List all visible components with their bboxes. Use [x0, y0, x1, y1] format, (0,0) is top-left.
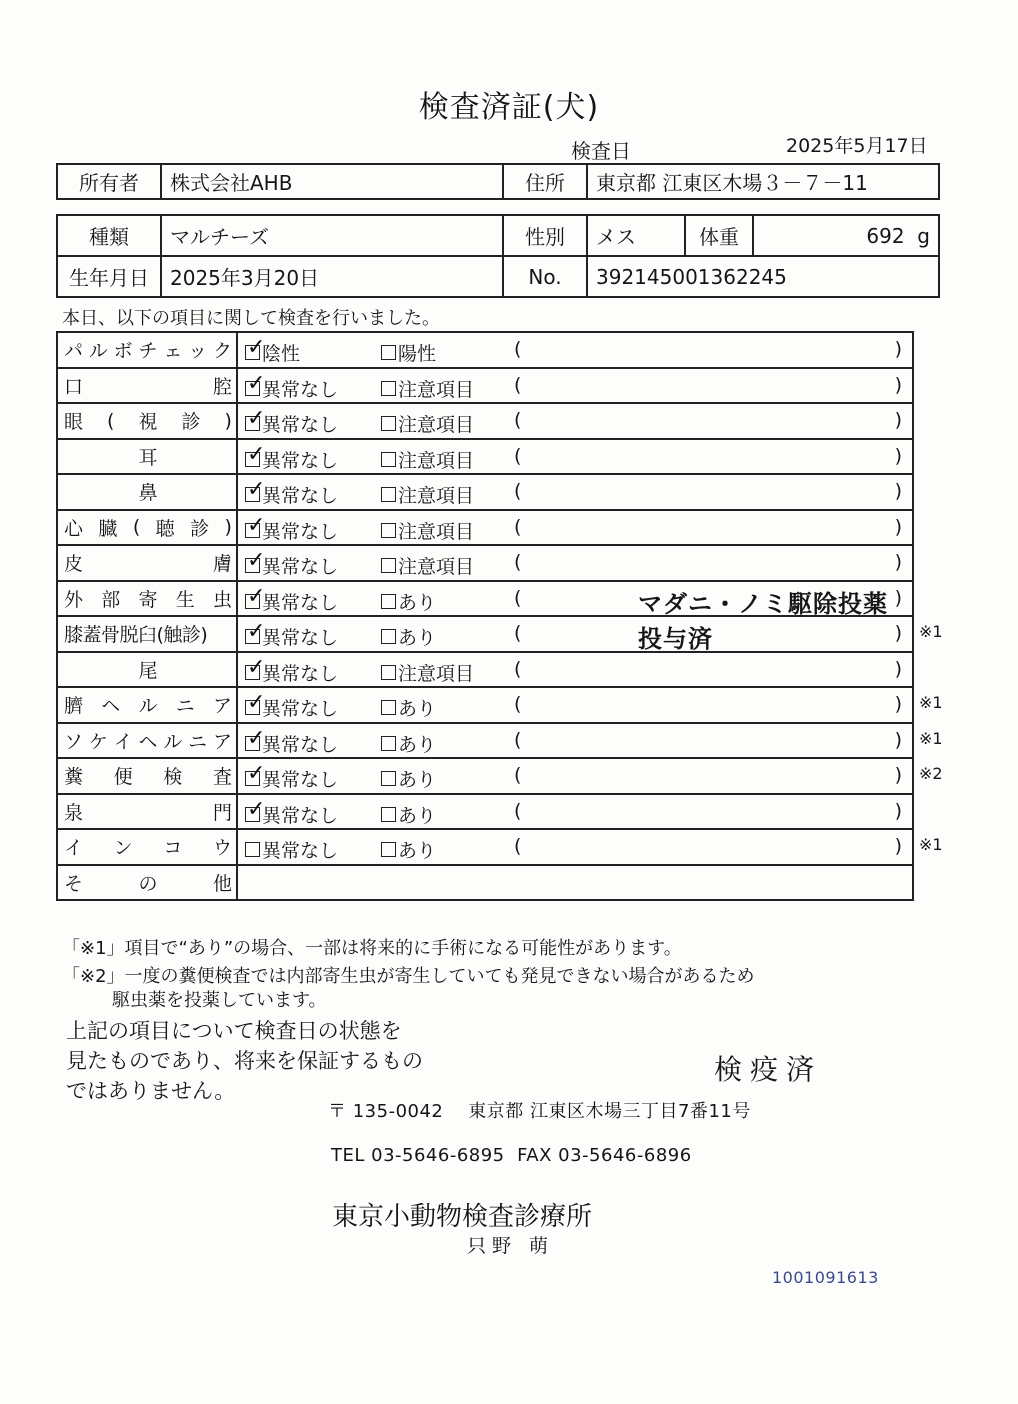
checklist-row	[57, 652, 913, 688]
paren-close: )	[894, 551, 902, 573]
paren-open: (	[514, 835, 522, 857]
checkbox[interactable]	[245, 512, 266, 538]
checkbox[interactable]	[245, 406, 266, 431]
checklist-label-cell	[57, 545, 237, 581]
row-note: マダニ・ノミ駆除投薬投与済	[638, 589, 888, 653]
checkbox[interactable]	[381, 558, 396, 573]
option-abnormal[interactable]	[381, 623, 436, 650]
clinic-contact-line	[331, 1145, 692, 1166]
option-normal[interactable]	[245, 335, 301, 366]
checkbox[interactable]	[381, 771, 396, 786]
sex-label: 性別	[503, 215, 587, 256]
paren-open: (	[514, 764, 522, 786]
checklist-label-cell	[57, 474, 237, 510]
check-mark-icon: ✓	[247, 690, 266, 715]
paren-close: )	[894, 764, 902, 786]
checklist-label-cell	[57, 829, 237, 865]
paren-open: (	[514, 586, 522, 609]
checklist-row-other	[57, 865, 913, 901]
checkbox[interactable]	[245, 725, 266, 751]
option-label: 異常なし	[262, 520, 339, 543]
option-abnormal[interactable]	[381, 552, 474, 579]
checklist-row	[57, 545, 913, 581]
checkbox[interactable]	[245, 761, 266, 786]
weight-unit: g	[917, 223, 930, 248]
checkbox[interactable]	[381, 665, 396, 680]
option-normal[interactable]	[245, 725, 339, 757]
paren-close: )	[894, 409, 902, 431]
checkbox[interactable]	[245, 842, 260, 857]
option-label: あり	[398, 591, 437, 614]
option-label: あり	[398, 769, 437, 791]
paren-open: (	[514, 657, 522, 680]
checkbox[interactable]	[381, 700, 396, 715]
paren-open: (	[514, 480, 522, 502]
option-label: 異常なし	[262, 627, 339, 649]
weight-label: 体重	[685, 215, 753, 256]
option-normal[interactable]	[245, 370, 339, 402]
checkbox[interactable]	[245, 619, 266, 644]
check-mark-icon: ✓	[247, 654, 266, 680]
paren-close: )	[894, 622, 902, 644]
option-label: 異常なし	[262, 556, 339, 578]
checkbox[interactable]	[245, 796, 266, 822]
exam-date-value: 2025年5月17日	[786, 135, 928, 157]
clinic-fax: FAX 03-5646-6896	[517, 1145, 692, 1166]
checkbox[interactable]	[245, 441, 266, 467]
checklist-row	[57, 368, 913, 404]
option-abnormal[interactable]	[381, 730, 436, 757]
option-abnormal[interactable]	[381, 446, 474, 473]
checklist-row	[57, 723, 913, 759]
option-abnormal[interactable]	[381, 517, 474, 544]
check-mark-icon: ✓	[247, 619, 266, 644]
option-label: 注意項目	[398, 378, 475, 401]
closing-statement	[66, 1016, 423, 1106]
option-label: あり	[398, 698, 437, 720]
option-label: 異常なし	[262, 698, 339, 720]
paren-close: )	[894, 515, 902, 538]
option-normal[interactable]	[245, 761, 339, 792]
checkbox[interactable]	[245, 335, 266, 360]
check-mark-icon: ✓	[247, 370, 266, 396]
checkbox[interactable]	[245, 583, 266, 609]
option-abnormal[interactable]	[381, 694, 436, 721]
check-mark-icon: ✓	[247, 761, 266, 786]
checklist-row	[57, 581, 913, 617]
option-label: 異常なし	[262, 662, 339, 685]
checklist-label-cell	[57, 723, 237, 759]
checklist-body-cell	[237, 581, 913, 653]
exam-checklist	[56, 331, 914, 901]
checklist-row	[57, 439, 913, 475]
checklist-label-cell	[57, 652, 237, 688]
paren-close: )	[894, 338, 902, 360]
checklist-body-cell	[237, 510, 913, 546]
checklist-label-cell	[57, 332, 237, 368]
footnote-2: 「※2」一度の糞便検査では内部寄生虫が寄生していても発見できない場合があるため	[62, 966, 755, 987]
checkbox[interactable]	[245, 690, 266, 715]
checkbox[interactable]	[381, 345, 396, 360]
paren-open: (	[514, 622, 522, 644]
checkbox[interactable]	[245, 477, 266, 502]
birth-label: 生年月日	[57, 256, 161, 297]
checklist-row	[57, 758, 913, 794]
checklist-body-cell	[237, 332, 913, 368]
checklist-body-cell	[237, 616, 913, 652]
option-abnormal[interactable]	[381, 375, 474, 402]
weight-value-cell	[753, 215, 939, 256]
postal-code: 〒 135-0042	[328, 1101, 444, 1122]
checklist-label: 鼻	[138, 482, 158, 505]
paren-open: (	[514, 693, 522, 715]
option-normal[interactable]	[245, 512, 339, 544]
checklist-row	[57, 474, 913, 510]
checklist-label-cell	[57, 758, 237, 794]
checklist-label: ソ ケ イ ヘ ル ニ ア	[64, 730, 232, 753]
check-mark-icon: ✓	[247, 548, 266, 573]
paren-close: )	[894, 657, 902, 680]
sex-value: メス	[587, 215, 685, 256]
owner-table	[56, 163, 940, 200]
check-mark-icon: ✓	[247, 796, 266, 822]
quarantine-stamp: 検疫済	[714, 1053, 823, 1086]
option-label: 異常なし	[262, 449, 339, 472]
checklist-label-cell	[57, 794, 237, 830]
reference-mark: ※1	[919, 693, 943, 712]
breed-value: マルチーズ	[161, 215, 503, 256]
option-abnormal[interactable]	[381, 339, 436, 366]
checklist-row	[57, 616, 913, 652]
option-normal[interactable]	[245, 796, 339, 828]
animal-table	[56, 214, 940, 298]
option-normal[interactable]	[245, 477, 339, 508]
option-abnormal[interactable]	[381, 659, 474, 686]
option-abnormal[interactable]	[381, 410, 474, 437]
paren-open: (	[514, 373, 522, 396]
option-label: 注意項目	[398, 556, 475, 578]
checklist-label: 耳	[138, 446, 158, 469]
closing-line: 見たものであり、将来を保証するもの	[66, 1049, 423, 1073]
footnote-1: 「※1」項目で“あり”の場合、一部は将来的に手術になる可能性があります。	[62, 938, 682, 959]
paren-open: (	[514, 444, 522, 467]
paren-open: (	[514, 551, 522, 573]
checklist-label: 外 部 寄 生 虫	[64, 588, 232, 611]
paren-open: (	[514, 409, 522, 431]
option-normal[interactable]	[245, 690, 339, 721]
checkbox[interactable]	[381, 736, 396, 751]
checklist-body-cell	[237, 403, 913, 439]
checklist-label: 尾	[138, 659, 158, 682]
checklist-label: 膝蓋骨脱臼(触診)	[64, 624, 208, 647]
checklist-body-cell	[237, 652, 913, 688]
option-label: 注意項目	[398, 414, 475, 436]
option-label: 異常なし	[262, 733, 339, 756]
option-label: あり	[398, 627, 437, 649]
option-label: 注意項目	[398, 520, 475, 543]
option-normal[interactable]	[245, 836, 338, 863]
option-label: あり	[398, 840, 437, 862]
checkbox[interactable]	[245, 548, 266, 573]
no-value: 392145001362245	[587, 256, 939, 297]
checklist-body-cell	[237, 368, 913, 404]
owner-label: 所有者	[57, 164, 161, 199]
check-mark-icon: ✓	[247, 512, 266, 538]
clinic-address: 東京都 江東区木場三丁目7番11号	[468, 1101, 751, 1122]
clinic-name: 東京小動物検査診療所	[332, 1202, 593, 1232]
footnote-2-cont: 駆虫薬を投薬しています。	[112, 990, 327, 1011]
exam-date-label: 検査日	[571, 139, 631, 163]
checkbox[interactable]	[245, 654, 266, 680]
weight-value: 692	[866, 223, 905, 248]
checklist-label-cell	[57, 581, 237, 617]
checkbox[interactable]	[381, 381, 396, 396]
checklist-body-cell	[237, 723, 913, 759]
checklist-body-cell	[237, 829, 913, 865]
option-abnormal[interactable]	[381, 801, 436, 828]
option-normal[interactable]	[245, 654, 339, 686]
option-label: あり	[398, 733, 437, 756]
checklist-label: 眼 ( 視 診 )	[64, 409, 232, 434]
clinic-address-line	[328, 1097, 751, 1123]
checklist-label: パ ル ボ チ ェ ッ ク	[64, 340, 232, 363]
no-label: No.	[503, 256, 587, 297]
checklist-body-cell	[237, 439, 913, 475]
checkbox[interactable]	[381, 452, 396, 467]
option-label: 陰性	[262, 343, 301, 365]
checkbox[interactable]	[381, 523, 396, 538]
option-label: 注意項目	[398, 662, 475, 685]
checklist-label: 皮 膚	[64, 553, 232, 576]
owner-value: 株式会社AHB	[161, 164, 503, 199]
closing-line: ではありません。	[66, 1079, 236, 1103]
option-abnormal[interactable]	[381, 836, 436, 863]
checklist-body-cell	[237, 474, 913, 510]
check-mark-icon: ✓	[247, 406, 266, 431]
checkbox[interactable]	[381, 842, 396, 857]
checklist-label: 心 臓 ( 聴 診 )	[64, 516, 232, 540]
paren-close: )	[894, 693, 902, 715]
paren-open: (	[514, 338, 522, 360]
option-abnormal[interactable]	[381, 481, 474, 508]
paren-close: )	[894, 480, 902, 502]
checklist-label-cell	[57, 439, 237, 475]
checklist-label-cell	[57, 403, 237, 439]
checkbox[interactable]	[381, 416, 396, 431]
checklist-label-cell	[57, 865, 237, 901]
paren-open: (	[514, 728, 522, 751]
option-normal[interactable]	[245, 583, 339, 615]
check-mark-icon: ✓	[247, 583, 266, 609]
option-label: あり	[398, 804, 437, 827]
option-normal[interactable]	[245, 406, 339, 437]
other-label: そ の 他	[64, 872, 232, 895]
option-label: 陽性	[398, 343, 437, 365]
paren-close: )	[894, 373, 902, 396]
option-label: 異常なし	[262, 591, 339, 614]
checklist-row	[57, 510, 913, 546]
paren-open: (	[514, 799, 522, 822]
option-label: 異常なし	[262, 414, 339, 436]
option-label: 異常なし	[262, 840, 339, 862]
check-mark-icon: ✓	[247, 477, 266, 502]
option-abnormal[interactable]	[381, 765, 436, 792]
breed-label: 種類	[57, 215, 161, 256]
checklist-body-cell	[237, 758, 913, 794]
option-label: 異常なし	[262, 485, 339, 507]
checklist-body-cell	[237, 545, 913, 581]
checkbox[interactable]	[381, 807, 396, 822]
option-label: 注意項目	[398, 449, 475, 472]
address-label: 住所	[503, 164, 587, 199]
check-mark-icon: ✓	[247, 335, 266, 360]
checklist-label-cell	[57, 510, 237, 546]
checklist-label: 口 腔	[64, 375, 232, 398]
checkbox[interactable]	[381, 487, 396, 502]
birth-value: 2025年3月20日	[161, 256, 503, 297]
checklist-label: 糞 便 検 査	[64, 766, 232, 789]
reference-mark: ※1	[919, 835, 943, 854]
checklist-row	[57, 687, 913, 723]
option-abnormal[interactable]	[381, 588, 436, 615]
reference-mark: ※1	[919, 728, 943, 748]
document-title: 検査済証(犬)	[418, 90, 600, 125]
checklist-row	[57, 332, 913, 368]
checklist-body-cell	[237, 687, 913, 723]
checklist-label-cell	[57, 687, 237, 723]
examiner-name: 只野 萌	[467, 1235, 555, 1257]
checklist-row	[57, 403, 913, 439]
option-label: 異常なし	[262, 769, 339, 791]
paren-close: )	[894, 444, 902, 467]
checklist-row	[57, 829, 913, 865]
reference-mark: ※1	[919, 622, 943, 641]
clinic-tel: TEL 03-5646-6895	[331, 1145, 505, 1166]
checklist-label-cell	[57, 368, 237, 404]
checkbox[interactable]	[381, 594, 396, 609]
check-mark-icon: ✓	[247, 441, 266, 467]
option-normal[interactable]	[245, 441, 339, 473]
checklist-label: 臍 ヘ ル ニ ア	[64, 695, 232, 718]
intro-text: 本日、以下の項目に関して検査を行いました。	[62, 308, 440, 329]
checklist-body-cell	[237, 794, 913, 830]
address-value: 東京都 江東区木場３－７－11	[587, 164, 939, 199]
other-body-cell[interactable]	[237, 865, 913, 901]
checklist-label-cell	[57, 616, 237, 652]
checklist-label: イ ン コ ウ	[64, 837, 232, 860]
paren-open: (	[514, 515, 522, 538]
checklist-row	[57, 794, 913, 830]
option-label: 注意項目	[398, 485, 475, 507]
checklist-label: 泉 門	[64, 801, 232, 824]
checkbox[interactable]	[381, 629, 396, 644]
option-normal[interactable]	[245, 548, 339, 579]
option-normal[interactable]	[245, 619, 339, 650]
option-label: 異常なし	[262, 804, 339, 827]
paren-close: )	[894, 586, 902, 609]
serial-number: 1001091613	[772, 1268, 879, 1287]
paren-close: )	[894, 728, 902, 751]
checkbox[interactable]	[245, 370, 266, 396]
check-mark-icon: ✓	[247, 725, 266, 751]
paren-close: )	[894, 835, 902, 857]
closing-line: 上記の項目について検査日の状態を	[66, 1019, 402, 1043]
reference-mark: ※2	[919, 764, 943, 783]
option-label: 異常なし	[262, 378, 339, 401]
paren-close: )	[894, 799, 902, 822]
